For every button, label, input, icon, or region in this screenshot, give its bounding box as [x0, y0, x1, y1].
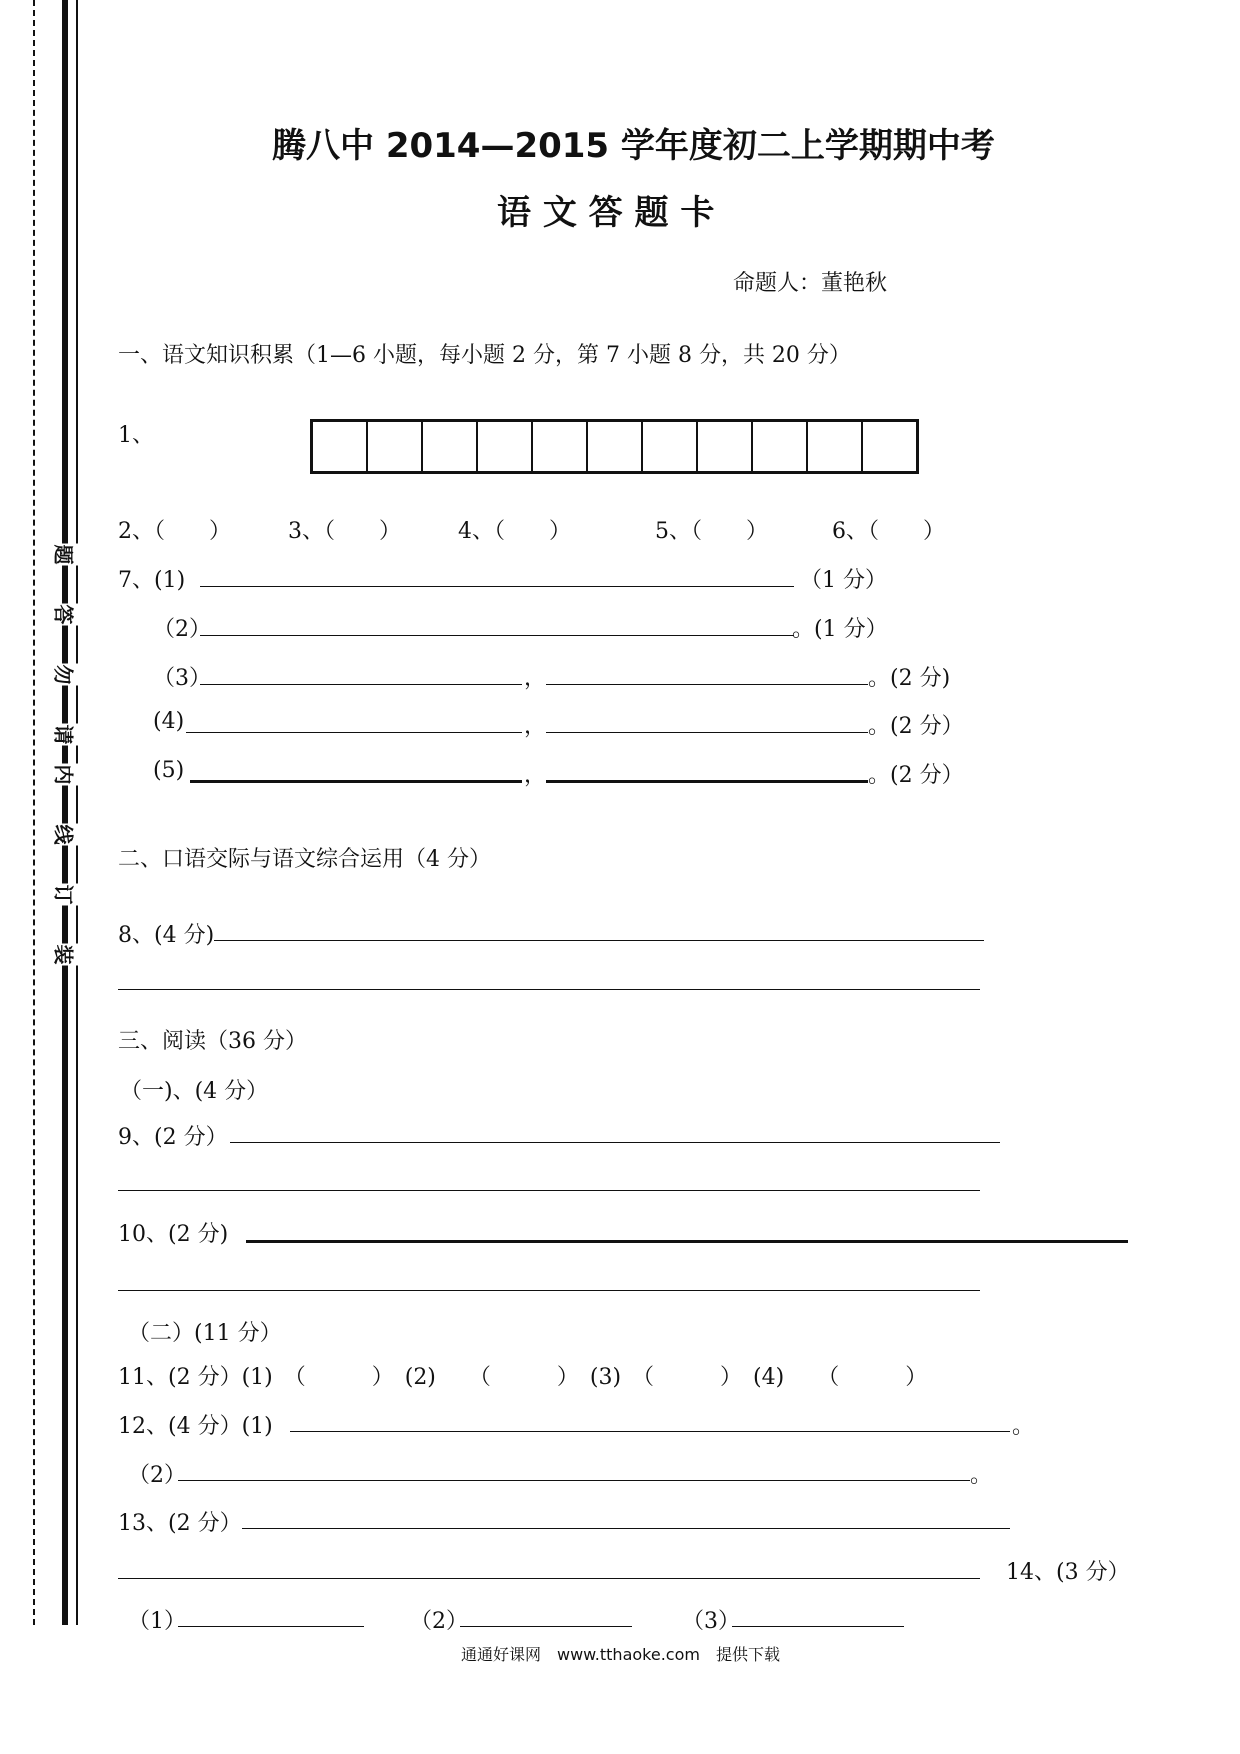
q6-choice[interactable]: 6、（ ）	[832, 519, 945, 544]
reading-part1-heading: （一)、(4 分）	[120, 1079, 269, 1104]
q7-1-answer-line[interactable]	[200, 586, 794, 587]
footer-credit: 通通好课网 www.tthaoke.com 提供下载	[461, 1645, 780, 1664]
q7-3-score: 。(2 分)	[868, 666, 951, 691]
q9-label: 9、(2 分）	[118, 1125, 228, 1150]
q7-2-score: 。(1 分）	[792, 617, 888, 642]
answer-box[interactable]	[588, 422, 643, 471]
q8-answer-line-1[interactable]	[214, 940, 984, 941]
seal-char: 请	[51, 724, 80, 746]
q12-label: 12、(4 分）(1)	[118, 1414, 273, 1439]
q7-3-answer-line-a[interactable]	[200, 684, 522, 685]
binding-thin-rule	[76, 0, 78, 1625]
q5-choice[interactable]: 5、（ ）	[655, 519, 768, 544]
comma: ，	[524, 763, 547, 788]
q8-answer-line-2[interactable]	[118, 989, 980, 990]
q3-choice[interactable]: 3、（ ）	[288, 519, 401, 544]
q7-4-answer-line-b[interactable]	[546, 732, 868, 733]
seal-char: 订	[51, 884, 80, 906]
reading-part2-heading: （二）(11 分）	[128, 1321, 282, 1346]
q13-answer-line-1[interactable]	[242, 1528, 1010, 1529]
author-line: 命题人：董艳秋	[733, 271, 888, 296]
q8-label: 8、(4 分)	[118, 923, 215, 948]
q14-2-label: （2）	[410, 1609, 468, 1634]
q14-2-answer-line[interactable]	[460, 1626, 632, 1627]
seal-char: 装	[51, 944, 80, 966]
q13-label: 13、(2 分）	[118, 1511, 242, 1536]
q12-2-answer-line[interactable]	[178, 1480, 970, 1481]
answer-box[interactable]	[863, 422, 916, 471]
q7-5-answer-line-b[interactable]	[546, 780, 868, 783]
q7-1-label: 7、(1)	[118, 568, 186, 593]
q10-answer-line-2[interactable]	[118, 1290, 980, 1291]
q1-label: 1、	[118, 423, 154, 448]
q9-answer-line-2[interactable]	[118, 1190, 980, 1191]
q14-3-answer-line[interactable]	[732, 1626, 904, 1627]
q7-2-answer-line[interactable]	[200, 635, 794, 636]
binding-dashed-line	[33, 0, 35, 1625]
period: 。	[1012, 1414, 1035, 1439]
comma: ，	[524, 666, 547, 691]
answer-box[interactable]	[478, 422, 533, 471]
q13-answer-line-2[interactable]	[118, 1578, 980, 1579]
page-title: 腾八中 2014—2015 学年度初二上学期期中考	[272, 126, 995, 166]
seal-char: 题	[51, 544, 80, 566]
answer-box[interactable]	[533, 422, 588, 471]
q7-5-label: (5)	[153, 758, 185, 783]
q7-5-score: 。(2 分）	[868, 763, 964, 788]
q12-2-label: （2）	[128, 1463, 186, 1488]
q12-1-answer-line[interactable]	[290, 1431, 1010, 1432]
section1-heading: 一、语文知识积累（1—6 小题，每小题 2 分，第 7 小题 8 分，共 20 分）	[118, 343, 851, 368]
q14-3-label: （3）	[682, 1609, 740, 1634]
q7-4-answer-line-a[interactable]	[186, 732, 522, 733]
q10-answer-line-1[interactable]	[246, 1240, 1128, 1243]
q14-1-answer-line[interactable]	[178, 1626, 364, 1627]
q7-1-score: （1 分）	[800, 568, 887, 593]
q7-4-label: (4)	[153, 709, 185, 734]
section3-heading: 三、阅读（36 分）	[118, 1029, 307, 1054]
seal-char: 答	[51, 604, 80, 626]
comma: ，	[524, 714, 547, 739]
q10-label: 10、(2 分)	[118, 1222, 229, 1247]
q2-choice[interactable]: 2、（ ）	[118, 519, 231, 544]
answer-box[interactable]	[368, 422, 423, 471]
answer-box[interactable]	[808, 422, 863, 471]
section2-heading: 二、口语交际与语文综合运用（4 分）	[118, 847, 491, 872]
answer-box[interactable]	[753, 422, 808, 471]
q14-label: 14、(3 分）	[1006, 1560, 1130, 1585]
q7-3-label: （3）	[153, 666, 211, 691]
q14-1-label: （1）	[128, 1609, 186, 1634]
q4-choice[interactable]: 4、（ ）	[458, 519, 571, 544]
q7-4-score: 。(2 分）	[868, 714, 964, 739]
answer-box[interactable]	[698, 422, 753, 471]
q7-3-answer-line-b[interactable]	[546, 684, 868, 685]
q11-choices[interactable]: 11、(2 分）(1) （ ） (2) （ ） (3) （ ） (4) （ ）	[118, 1365, 928, 1390]
q7-5-answer-line-a[interactable]	[190, 780, 522, 783]
binding-thick-rule	[62, 0, 68, 1625]
seal-char: 内	[51, 764, 80, 786]
seal-char: 勿	[51, 664, 80, 686]
page-subtitle: 语 文 答 题 卡	[497, 193, 715, 233]
answer-box[interactable]	[423, 422, 478, 471]
q1-answer-boxes	[310, 419, 919, 474]
answer-box[interactable]	[313, 422, 368, 471]
seal-char: 线	[51, 824, 80, 846]
answer-box[interactable]	[643, 422, 698, 471]
period: 。	[970, 1463, 993, 1488]
q7-2-label: （2）	[153, 617, 211, 642]
q9-answer-line-1[interactable]	[230, 1142, 1000, 1143]
